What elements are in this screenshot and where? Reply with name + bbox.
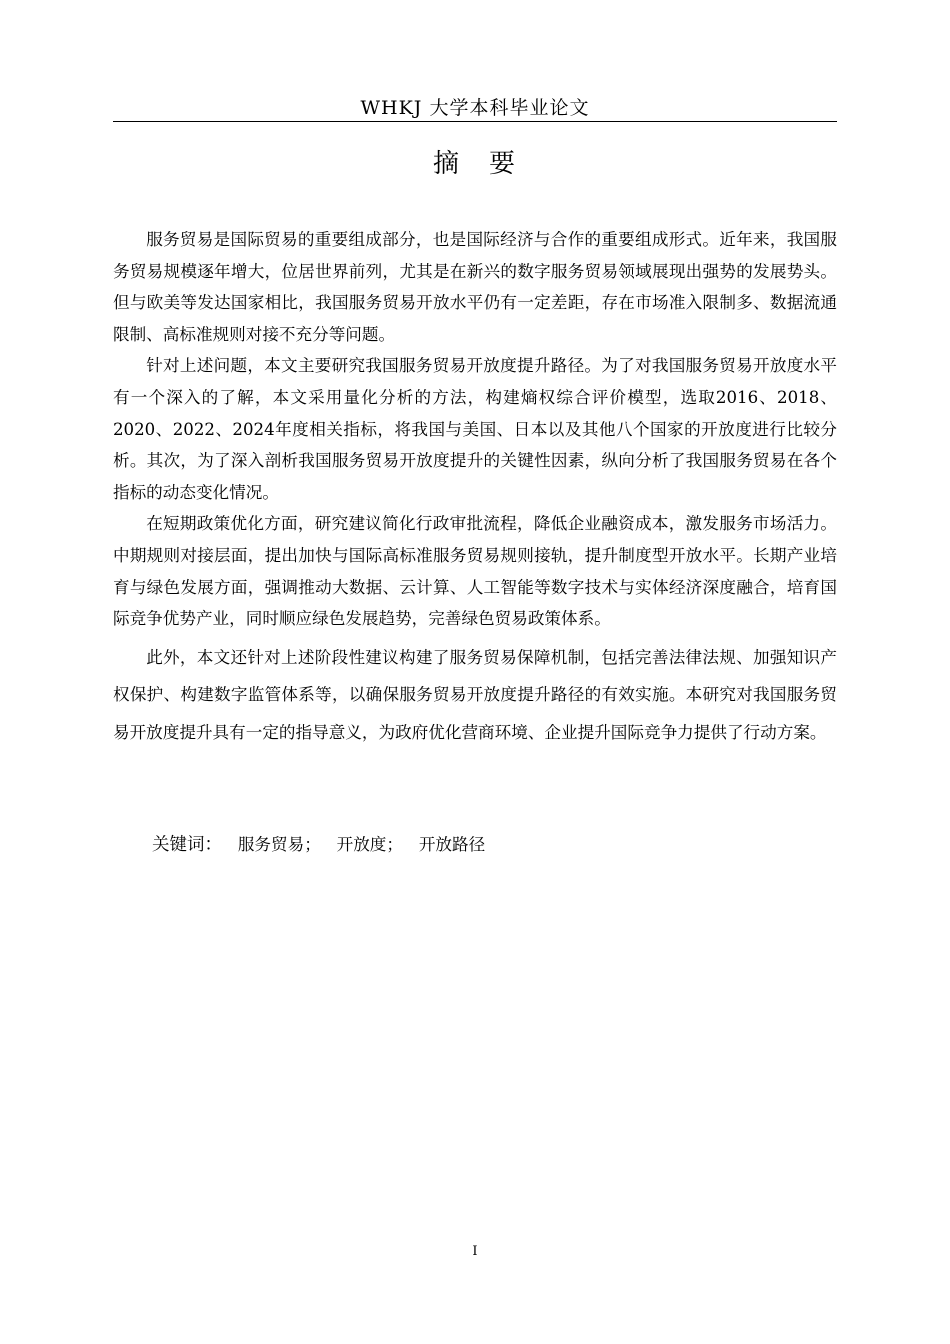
page-number: I — [472, 1244, 478, 1259]
abstract-body — [113, 224, 837, 751]
keywords-label: 关键词： — [152, 835, 222, 855]
header-divider — [113, 121, 837, 122]
keyword-1: 服务贸易； — [237, 835, 321, 854]
keyword-3: 开放路径 — [418, 835, 486, 854]
abstract-paragraph-4: 此外，本文还针对上述阶段性建议构建了服务贸易保障机制，包括完善法律法规、加强知识产权保护、构建数字监管体系等，以确保服务贸易开放度提升路径的有效实施。本研究对我国服务贸易开放度提升具有一定的指导意义，为政府优化营商环境、企业提升国际竞争力提供了行动方案。 — [113, 647, 837, 742]
keyword-2: 开放度； — [336, 835, 403, 854]
abstract-title: 摘 要 — [432, 149, 517, 179]
abstract-paragraph-3: 在短期政策优化方面，研究建议简化行政审批流程，降低企业融资成本，激发服务市场活力。中期规则对接层面，提出加快与国际高标准服务贸易规则接轨，提升制度型开放水平。长期产业培育与绿色发展方面，强调推动大数据、云计算、人工智能等数字技术与实体经济深度融合，培育国际竞争优势产业，同时顺应绿色发展趋势，完善绿色贸易政策体系。 — [113, 514, 837, 629]
abstract-paragraph-1: 服务贸易是国际贸易的重要组成部分，也是国际经济与合作的重要组成形式。近年来，我国服务贸易规模逐年增大，位居世界前列，尤其是在新兴的数字服务贸易领域展现出强势的发展势头。但与欧美等发达国家相比，我国服务贸易开放水平仍有一定差距，存在市场准入限制多、数据流通限制、高标准规则对接不充分等问题。 — [113, 230, 837, 344]
abstract-paragraph-2: 针对上述问题，本文主要研究我国服务贸易开放度提升路径。为了对我国服务贸易开放度水平有一个深入的了解，本文采用量化分析的方法，构建熵权综合评价模型，选取2016、2018、2020、2022、2024年度相关指标，将我国与美国、日本以及其他八个国家的开放度进行比较分析。其次，为了深入剖析我国服务贸易开放度提升的关键性因素，纵向分析了我国服务贸易在各个指标的动态变化情况。 — [113, 356, 837, 502]
keywords-line — [152, 830, 485, 860]
page-header: WHKJ 大学本科毕业论文 — [360, 97, 590, 119]
